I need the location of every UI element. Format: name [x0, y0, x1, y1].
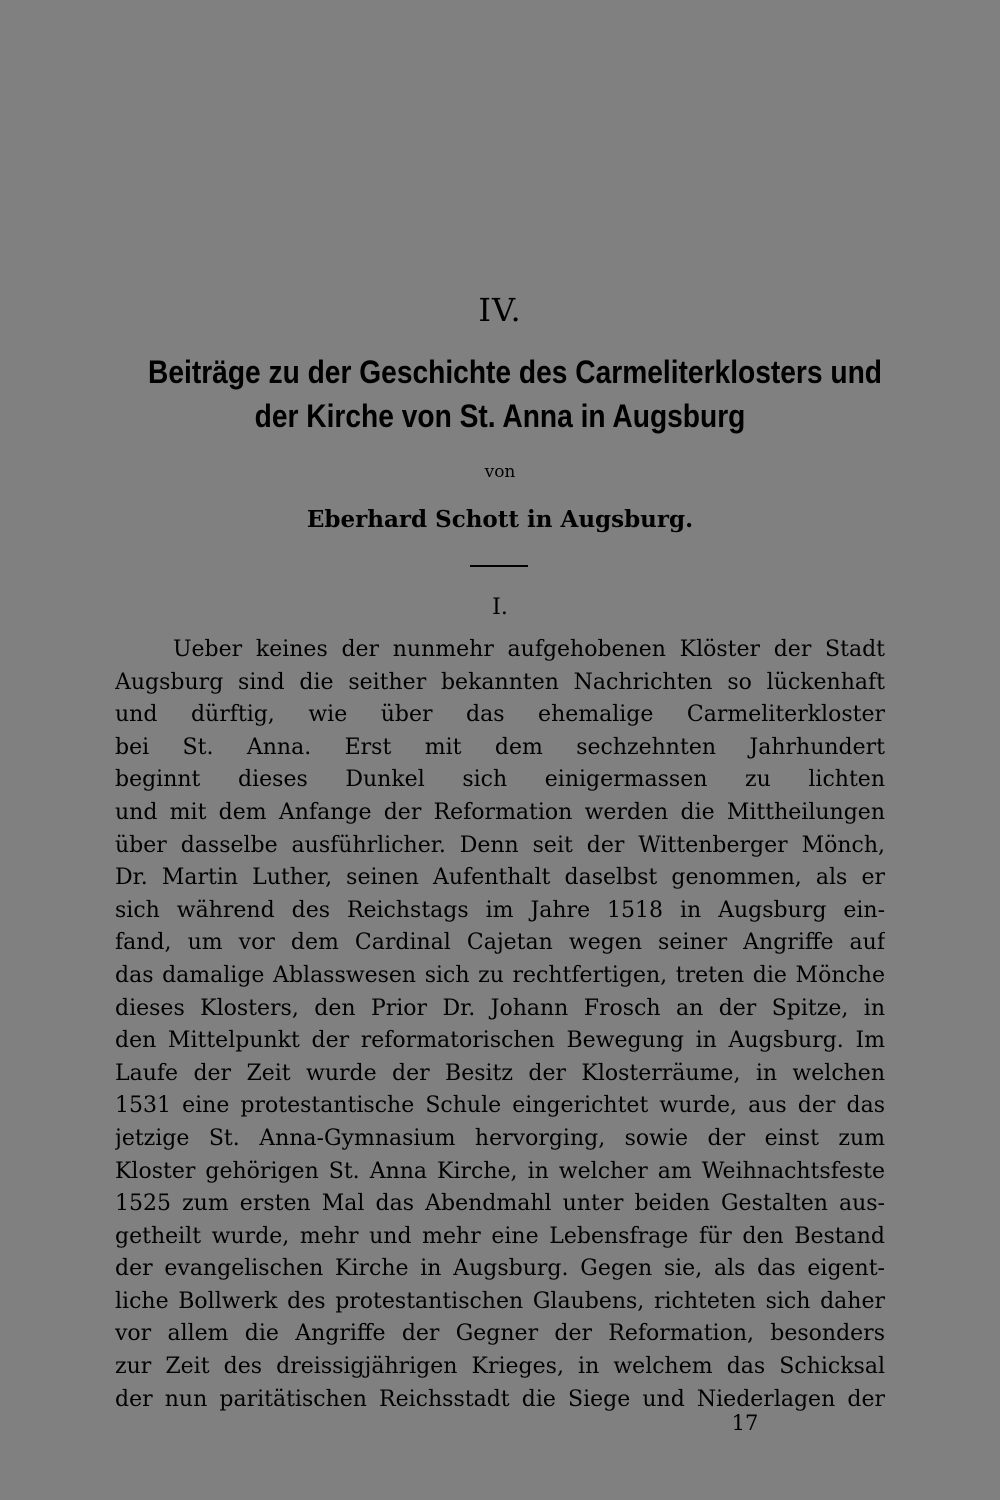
text-line: Laufe der Zeit wurde der Besitz der Klosterräume, in welchen	[115, 1060, 885, 1086]
text-line: getheilt wurde, mehr und mehr eine Lebensfrage für den Bestand	[115, 1223, 885, 1249]
text-line: liche Bollwerk des protestantischen Glaubens, richteten sich daher	[115, 1288, 885, 1314]
text-line: 1531 eine protestantische Schule eingerichtet wurde, aus der das	[115, 1093, 885, 1119]
text-line: bei St. Anna. Erst mit dem sechzehnten Jahrhundert	[115, 734, 885, 760]
article-title-line: Beiträge zu der Geschichte des Carmeliterklosters und	[148, 354, 882, 390]
article-title-line: der Kirche von St. Anna in Augsburg	[254, 398, 746, 434]
separator-rule	[470, 565, 528, 567]
text-line: vor allem die Angriffe der Gegner der Reformation, besonders	[115, 1321, 885, 1347]
text-line: und dürftig, wie über das ehemalige Carmeliterkloster	[115, 702, 885, 728]
text-line: fand, um vor dem Cardinal Cajetan wegen seiner Angriffe auf	[115, 930, 885, 956]
section-number: I.	[492, 595, 508, 620]
page-number: 17	[731, 1411, 759, 1435]
byline-von: von	[484, 462, 516, 482]
article-title	[148, 350, 882, 438]
text-line: Dr. Martin Luther, seinen Aufenthalt daselbst genommen, als er	[115, 865, 885, 891]
text-line: Kloster gehörigen St. Anna Kirche, in welcher am Weihnachtsfeste	[115, 1158, 885, 1184]
text-line: dieses Klosters, den Prior Dr. Johann Frosch an der Spitze, in	[115, 995, 885, 1021]
text-line: beginnt dieses Dunkel sich einigermassen zu lichten	[115, 767, 885, 793]
text-line: das damalige Ablasswesen sich zu rechtfertigen, treten die Mönche	[115, 962, 885, 988]
text-line: 1525 zum ersten Mal das Abendmahl unter beiden Gestalten aus-	[115, 1191, 885, 1217]
chapter-number: IV.	[478, 291, 522, 329]
text-line: Ueber keines der nunmehr aufgehobenen Klöster der Stadt	[173, 637, 885, 662]
author-name: Eberhard Schott in Augsburg.	[306, 506, 694, 533]
text-line: der nun paritätischen Reichsstadt die Siege und Niederlagen der	[115, 1386, 885, 1412]
text-line: den Mittelpunkt der reformatorischen Bewegung in Augsburg. Im	[115, 1028, 885, 1054]
text-line: Augsburg sind die seither bekannten Nachrichten so lückenhaft	[115, 669, 885, 695]
text-line: über dasselbe ausführlicher. Denn seit der Wittenberger Mönch,	[115, 832, 885, 858]
text-line: der evangelischen Kirche in Augsburg. Gegen sie, als das eigent-	[115, 1256, 885, 1282]
text-line: und mit dem Anfange der Reformation werden die Mittheilungen	[115, 799, 885, 825]
text-line: jetzige St. Anna-Gymnasium hervorging, sowie der einst zum	[115, 1125, 885, 1151]
body-paragraph	[115, 634, 885, 1416]
text-line: zur Zeit des dreissigjährigen Krieges, in welchem das Schicksal	[115, 1354, 885, 1380]
text-line: sich während des Reichstags im Jahre 1518 in Augsburg ein-	[115, 897, 885, 923]
